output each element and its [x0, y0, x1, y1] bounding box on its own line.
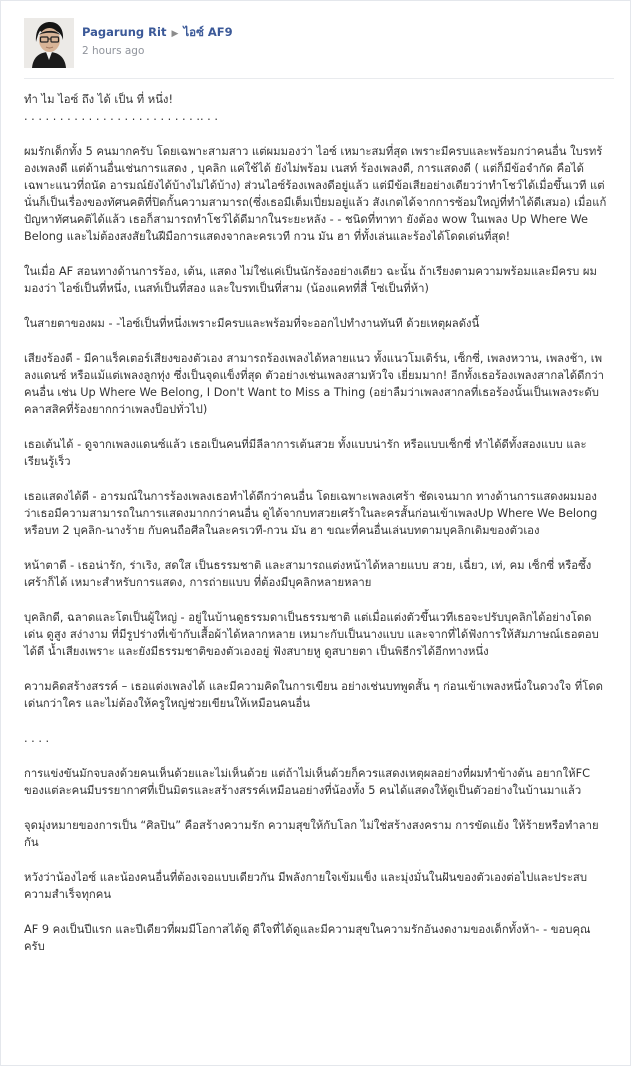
post-paragraph: เสียงร้องดี - มีคาแร็คเตอร์เสียงของตัวเอง สามารถร้องเพลงได้หลายแนว ทั้งแนวโมเดิร์น, เซ็กซี่, เพลงหวาน, เพลงช้า, เพลงแดนซ์ หรือแม้แต่เพลงลูกทุ่ง ซึ่งเป็นจุดแข็งที่สุด ตัวอย่างเช่นเพลงสามหัวใจ เยี่ยมมาก! อีกทั้งเธอร้องเพลงสากลได้ดีกว่าคนอื่น เช่น Up Where We Belong, I Don't Want to Miss a Thing (อย่าลืมว่าเพลงสากลที่เธอร้องนั้นเป็นเพลงระดับคลาสสิคที่ร้องยากกว่าเพลงป็อปทั่วไป)	[24, 352, 604, 416]
post-paragraph: ความคิดสร้างสรรค์ – เธอแต่งเพลงได้ และมีความคิดในการเขียน อย่างเช่นบทพูดสั้น ๆ ก่อนเข้าเพลงหนึ่งในดวงใจ ที่โดดเด่นกว่าใคร และไม่ต้องให้ครูใหญ่ช่วยเขียนให้เหมือนคนอื่น	[24, 680, 603, 710]
post-paragraph: ในสายตาของผม - -ไอซ์เป็นที่หนึ่งเพราะมีครบและพร้อมที่จะออกไปทำงานทันที ด้วยเหตุผลดังนี้	[24, 317, 480, 330]
divider	[24, 78, 614, 79]
post-paragraph: บุคลิกดี, ฉลาดและโตเป็นผู้ใหญ่ - อยู่ในบ้านดูธรรมดาเป็นธรรมชาติ แต่เมื่อแต่งตัวขึ้นเวทีเธอจะปรับบุคลิกได้อย่างโดดเด่น ดูสูง สง่างาม ที่มีรูปร่างที่เข้ากับเสื้อผ้าได้หลากหลาย เหมาะกับเป็นนางแบบ และจากที่ได้ฟังการให้สัมภาษณ์เธอตอบได้ดี น้ำเสียงเพราะ และยังมีธรรมชาติของตัวเองอยู่ ฟังสบายหู ดูสบายตา เป็นพิธีกรได้อีกทางหนึ่ง	[24, 611, 599, 658]
author-name-link[interactable]: Pagarung Rit	[82, 25, 167, 39]
triangle-right-icon: ▶	[171, 29, 179, 39]
author-photo	[24, 18, 74, 68]
post-paragraph: ในเมื่อ AF สอนทางด้านการร้อง, เต้น, แสดง ไม่ใช่แค่เป็นนักร้องอย่างเดียว ฉะนั้น ถ้าเรียงตามความพร้อมและมีครบ ผมมองว่า ไอซ์เป็นที่หนึ่ง, เนสท์เป็นที่สอง และใบรทเป็นที่สาม (น้องแคทที่สี่ โซ่เป็นที่ห้า)	[24, 265, 598, 295]
post-paragraph: หน้าตาดี - เธอน่ารัก, ร่าเริง, สดใส เป็นธรรมชาติ และสามารถแต่งหน้าได้หลายแบบ สวย, เฉี่ยว, เท่, คม เซ็กซี่ หรือซึ้งเศร้าก็ได้ เหมาะสำหรับการแสดง, การถ่ายแบบ ที่ต้องมีบุคลิกหลายหลาย	[24, 559, 592, 589]
post-paragraph: . . . .	[24, 732, 50, 745]
post-paragraph: ผมรักเด็กทั้ง 5 คนมากครับ โดยเฉพาะสามสาว แต่ผมมองว่า ไอซ์ เหมาะสมที่สุด เพราะมีครบและพร้อมกว่าคนอื่น ใบรทร้องเพลงดี แต่ด้านอื่นเช่นการแสดง , บุคลิก แค่ใช้ได้ ยังไม่พร้อม เนสท์ ร้องเพลงดี, การแสดงดี ( แต่ก็มีข้อจำกัด คือได้เฉพาะแนวที่ถนัด อารมณ์ยังได้บ้างไม่ได้บ้าง) ส่วนไอซ์ร้องเพลงดีอยู่แล้ว แต่มีข้อเสียอย่างเดียวว่าทำโชว์ได้เมื่อขึ้นเวที แต่นั่นก็เป็นเรื่องของทัศนคติที่ปิดกั้นความสามารถ(ซึ่งเธอมีเต็มเปี่ยมอยู่แล้ว สังเกตได้จากการซ้อมใหญ่ที่ทำได้ดีเสมอ) เมื่อแก้ปัญหาทัศนคติได้แล้ว เธอก็สามารถทำโชว์ได้ดีมากในระยะหลัง - - ชนิดที่ทาทา ยังต้อง wow ในเพลง Up Where We Belong และไม่ต้องสงสัยในฝีมือการแสดงจากละครเวที กวน มัน ฮา ที่ทั้งเล่นและร้องได้โดดเด่นที่สุด!	[24, 145, 607, 243]
post-paragraph: . . . . . . . . . . . . . . . . . . . . . . . . .. . .	[24, 110, 218, 123]
post-paragraph: AF 9 คงเป็นปีแรก และปีเดียวที่ผมมีโอกาสได้ดู ดีใจที่ได้ดูและมีความสุขในความรักอันงดงามของเด็กทั้งห้า- - ขอบคุณครับ	[24, 923, 591, 953]
post-paragraph: การแข่งขันมักจบลงด้วยคนเห็นด้วยและไม่เห็นด้วย แต่ถ้าไม่เห็นด้วยก็ควรแสดงเหตุผลอย่างที่ผมทำข้างต้น อยากให้FC ของแต่ละคนมีบรรยากาศที่เป็นมิตรและสร้างสรรค์เหมือนอย่างที่น้องทั้ง 5 คนได้แสดงให้ดูเป็นตัวอย่างในบ้านมาแล้ว	[24, 767, 594, 797]
target-name-link[interactable]: ไอซ์ AF9	[183, 25, 233, 39]
author-avatar[interactable]	[24, 18, 74, 68]
post-body	[24, 91, 608, 973]
post-timestamp[interactable]: 2 hours ago	[82, 45, 145, 57]
post-header	[24, 18, 614, 68]
post-paragraph: เธอเต้นได้ - ดูจากเพลงแดนซ์แล้ว เธอเป็นคนที่มีลีลาการเต้นสวย ทั้งแบบน่ารัก หรือแบบเซ็กซี่ ทำได้ดีทั้งสองแบบ และเรียนรู้เร็ว	[24, 438, 587, 468]
post-byline	[82, 24, 233, 42]
post-paragraph: หวังว่าน้องไอซ์ และน้องคนอื่นที่ต้องเจอแบบเดียวกัน มีพลังกายใจเข้มแข็ง และมุ่งมั่นในฝันของตัวเองต่อไปและประสบความสำเร็จทุกคน	[24, 871, 587, 901]
post-paragraph: จุดมุ่งหมายของการเป็น “ศิลปิน” คือสร้างความรัก ความสุขให้กับโลก ไม่ใช่สร้างสงคราม การขัดแย้ง ให้ร้ายหรือทำลายกัน	[24, 819, 599, 849]
post-paragraph: เธอแสดงได้ดี - อารมณ์ในการร้องเพลงเธอทำได้ดีกว่าคนอื่น โดยเฉพาะเพลงเศร้า ชัดเจนมาก ทางด้านการแสดงผมมองว่าเธอมีความสามารถในการแสดงมากกว่าคนอื่น ดูได้จากบทสวยเศร้าในละครสั้นก่อนเข้าเพลงUp Where We Belong หรือบท 2 บุคลิก-นางร้าย กับคนถือศีลในละครเวที-กวน มัน ฮา ขณะที่คนอื่นเล่นบทตามบุคลิกเดิมของตัวเอง	[24, 490, 601, 537]
post-title: ทำ ไม ไอซ์ ถึง ได้ เป็น ที่ หนึ่ง!	[24, 93, 173, 106]
